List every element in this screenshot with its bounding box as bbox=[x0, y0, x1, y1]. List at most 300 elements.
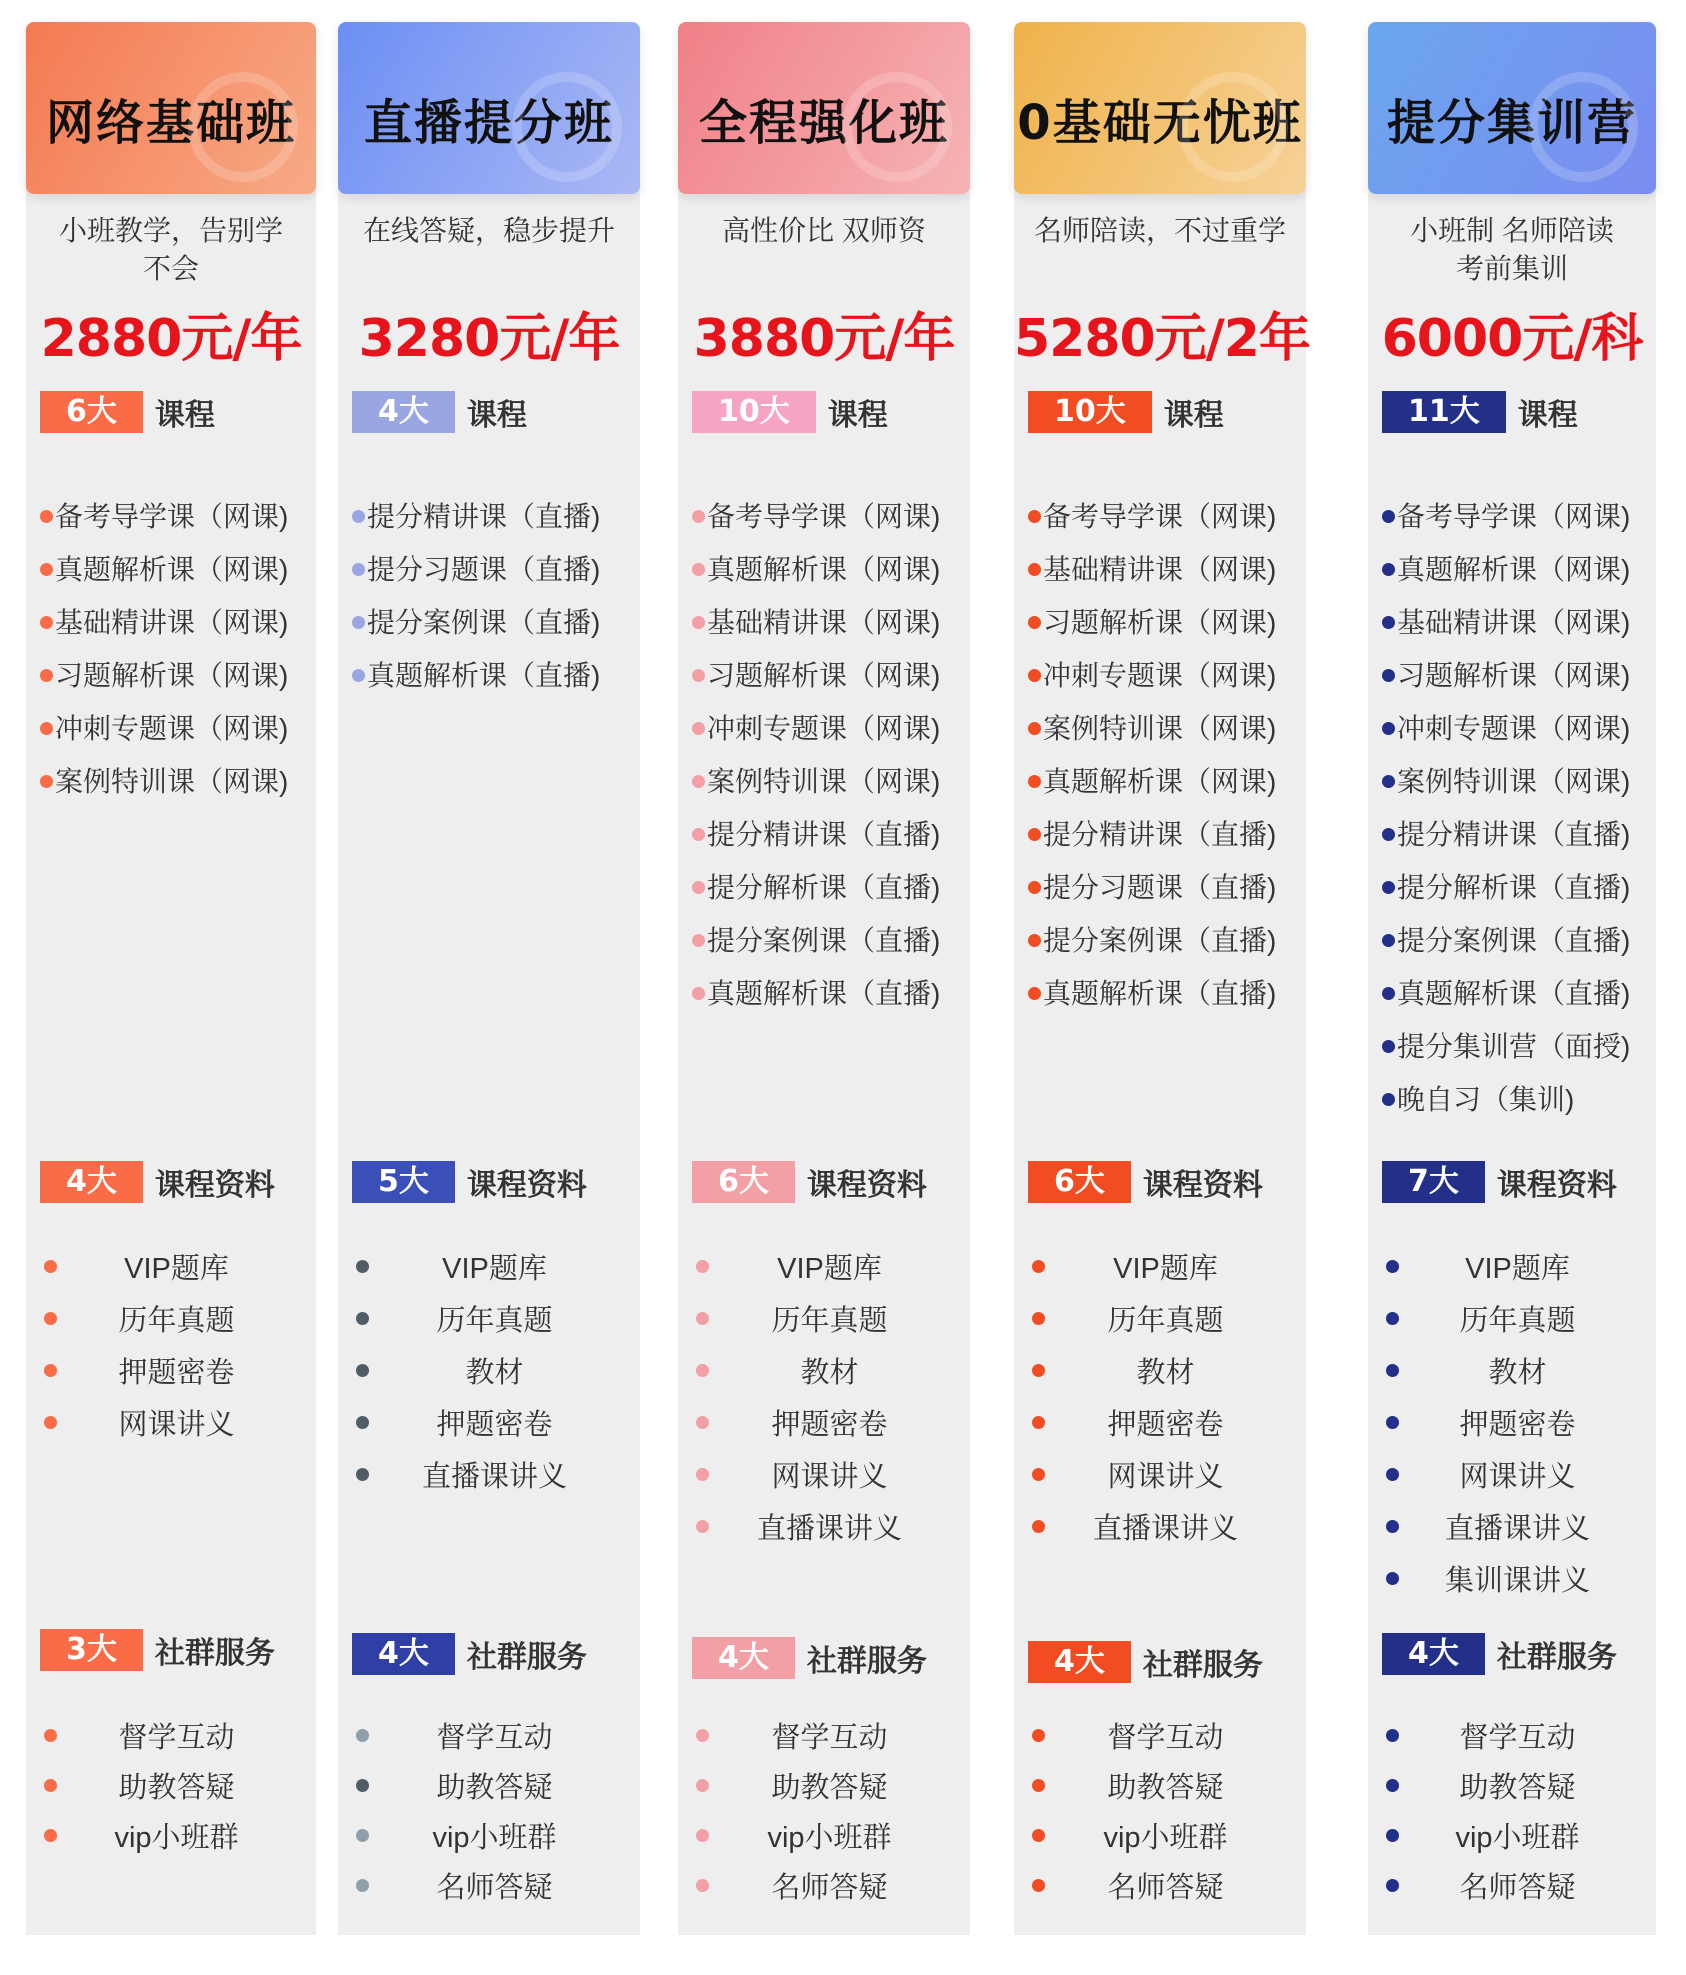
materials-item bbox=[1386, 1448, 1656, 1500]
materials-count-badge: 7大 bbox=[1382, 1161, 1485, 1203]
plan-tagline: 高性价比 双师资 bbox=[722, 215, 926, 246]
courses-item bbox=[1028, 702, 1306, 755]
courses-item bbox=[40, 596, 316, 649]
plan-card bbox=[26, 0, 316, 1975]
courses-item-label: 案例特训课（网课) bbox=[1397, 766, 1631, 797]
bullet-dot-icon bbox=[356, 1364, 369, 1377]
bullet-dot-icon bbox=[356, 1260, 369, 1273]
bullet-dot-icon bbox=[1028, 987, 1041, 1000]
courses-item bbox=[1028, 861, 1306, 914]
bullet-dot-icon bbox=[356, 1312, 369, 1325]
courses-item bbox=[1028, 596, 1306, 649]
courses-item-label: 提分精讲课（直播) bbox=[707, 819, 941, 850]
bullet-dot-icon bbox=[1382, 775, 1395, 788]
plan-header bbox=[1368, 22, 1656, 194]
services-count-badge: 4大 bbox=[1028, 1641, 1131, 1683]
materials-item-label: 历年真题 bbox=[1459, 1304, 1576, 1337]
services-list bbox=[356, 1710, 640, 1910]
materials-item bbox=[1032, 1344, 1306, 1396]
courses-section-header bbox=[1028, 390, 1224, 436]
materials-item bbox=[1032, 1292, 1306, 1344]
courses-item bbox=[40, 755, 316, 808]
materials-item bbox=[1032, 1396, 1306, 1448]
materials-section-header bbox=[692, 1160, 927, 1206]
materials-item-label: 直播课讲义 bbox=[1444, 1512, 1590, 1545]
courses-count-badge: 11大 bbox=[1382, 391, 1506, 433]
materials-item bbox=[356, 1240, 640, 1292]
services-item-label: vip小班群 bbox=[1103, 1821, 1228, 1854]
courses-item bbox=[1382, 967, 1656, 1020]
plan-card bbox=[338, 0, 640, 1975]
courses-item bbox=[692, 967, 970, 1020]
bullet-dot-icon bbox=[356, 1468, 369, 1481]
bullet-dot-icon bbox=[692, 669, 705, 682]
bullet-dot-icon bbox=[692, 775, 705, 788]
materials-item-label: 直播课讲义 bbox=[756, 1512, 902, 1545]
courses-count-badge: 6大 bbox=[40, 391, 143, 433]
courses-item bbox=[1382, 755, 1656, 808]
bullet-dot-icon bbox=[1032, 1312, 1045, 1325]
services-item bbox=[356, 1860, 640, 1910]
courses-section-title: 课程 bbox=[1517, 398, 1578, 433]
courses-item-label: 习题解析课（网课) bbox=[1043, 607, 1277, 638]
materials-item bbox=[1386, 1344, 1656, 1396]
courses-item bbox=[352, 543, 640, 596]
materials-list bbox=[44, 1240, 316, 1448]
courses-item-label: 冲刺专题课（网课) bbox=[55, 713, 289, 744]
courses-item-label: 案例特训课（网课) bbox=[1043, 713, 1277, 744]
plan-price: 3280元/年 bbox=[358, 309, 620, 369]
courses-item bbox=[692, 490, 970, 543]
services-item-label: vip小班群 bbox=[767, 1821, 892, 1854]
courses-item bbox=[40, 490, 316, 543]
courses-item bbox=[1028, 808, 1306, 861]
bullet-dot-icon bbox=[1386, 1260, 1399, 1273]
services-item-label: vip小班群 bbox=[114, 1821, 239, 1854]
bullet-dot-icon bbox=[1386, 1779, 1399, 1792]
services-item bbox=[44, 1810, 316, 1860]
materials-item bbox=[356, 1448, 640, 1500]
bullet-dot-icon bbox=[1382, 1093, 1395, 1106]
bullet-dot-icon bbox=[352, 563, 365, 576]
services-item bbox=[356, 1760, 640, 1810]
services-item bbox=[1032, 1710, 1306, 1760]
courses-item-label: 提分案例课（直播) bbox=[1043, 925, 1277, 956]
services-section-header bbox=[1382, 1632, 1617, 1678]
bullet-dot-icon bbox=[1386, 1879, 1399, 1892]
materials-count-badge: 6大 bbox=[692, 1161, 795, 1203]
services-item-label: 督学互动 bbox=[436, 1721, 553, 1754]
materials-section-title: 课程资料 bbox=[466, 1168, 587, 1203]
services-item-label: 名师答疑 bbox=[436, 1871, 553, 1904]
bullet-dot-icon bbox=[1032, 1364, 1045, 1377]
bullet-dot-icon bbox=[1028, 616, 1041, 629]
services-section-header bbox=[40, 1628, 275, 1674]
services-item-label: 名师答疑 bbox=[1107, 1871, 1224, 1904]
bullet-dot-icon bbox=[1386, 1364, 1399, 1377]
courses-section-title: 课程 bbox=[154, 398, 215, 433]
courses-item bbox=[1382, 1020, 1656, 1073]
courses-item bbox=[1382, 702, 1656, 755]
courses-item bbox=[1028, 755, 1306, 808]
materials-section-header bbox=[1382, 1160, 1617, 1206]
bullet-dot-icon bbox=[692, 616, 705, 629]
services-list bbox=[696, 1710, 970, 1910]
bullet-dot-icon bbox=[356, 1416, 369, 1429]
bullet-dot-icon bbox=[1032, 1468, 1045, 1481]
services-list bbox=[44, 1710, 316, 1860]
courses-section-header bbox=[40, 390, 215, 436]
bullet-dot-icon bbox=[352, 669, 365, 682]
courses-item-label: 晚自习（集训) bbox=[1397, 1084, 1575, 1115]
materials-item-label: VIP题库 bbox=[1113, 1252, 1218, 1285]
services-list bbox=[1386, 1710, 1656, 1910]
plan-title: 0基础无忧班 bbox=[1017, 95, 1303, 151]
bullet-dot-icon bbox=[1028, 775, 1041, 788]
services-section-header bbox=[692, 1636, 927, 1682]
plan-header bbox=[1014, 22, 1306, 194]
courses-item bbox=[1028, 490, 1306, 543]
bullet-dot-icon bbox=[696, 1468, 709, 1481]
courses-item-label: 提分习题课（直播) bbox=[367, 554, 601, 585]
materials-item bbox=[1032, 1240, 1306, 1292]
plan-tagline: 小班教学，告别学 不会 bbox=[58, 215, 283, 284]
courses-item bbox=[1382, 596, 1656, 649]
plan-card bbox=[1014, 0, 1310, 1975]
courses-item-label: 备考导学课（网课) bbox=[1043, 501, 1277, 532]
bullet-dot-icon bbox=[1382, 510, 1395, 523]
materials-item-label: 历年真题 bbox=[118, 1304, 235, 1337]
courses-section-title: 课程 bbox=[466, 398, 527, 433]
courses-item-label: 提分精讲课（直播) bbox=[367, 501, 601, 532]
courses-item-label: 提分案例课（直播) bbox=[367, 607, 601, 638]
courses-item-label: 真题解析课（网课) bbox=[707, 554, 941, 585]
materials-item-label: 教材 bbox=[1488, 1356, 1547, 1389]
courses-item-label: 基础精讲课（网课) bbox=[1397, 607, 1631, 638]
bullet-dot-icon bbox=[1382, 828, 1395, 841]
courses-item bbox=[1382, 914, 1656, 967]
materials-item-label: 押题密卷 bbox=[436, 1408, 553, 1441]
materials-item-label: 网课讲义 bbox=[1107, 1460, 1224, 1493]
services-item-label: 助教答疑 bbox=[436, 1771, 553, 1804]
services-item-label: 督学互动 bbox=[771, 1721, 888, 1754]
services-item-label: 助教答疑 bbox=[771, 1771, 888, 1804]
services-item-label: vip小班群 bbox=[1455, 1821, 1580, 1854]
services-item bbox=[696, 1710, 970, 1760]
materials-item bbox=[44, 1396, 316, 1448]
services-item-label: 督学互动 bbox=[118, 1721, 235, 1754]
bullet-dot-icon bbox=[692, 934, 705, 947]
materials-item bbox=[1386, 1552, 1656, 1604]
courses-section-header bbox=[352, 390, 527, 436]
bullet-dot-icon bbox=[692, 563, 705, 576]
bullet-dot-icon bbox=[1032, 1879, 1045, 1892]
courses-item bbox=[1028, 649, 1306, 702]
materials-item-label: 直播课讲义 bbox=[421, 1460, 567, 1493]
courses-item-label: 真题解析课（直播) bbox=[707, 978, 941, 1009]
materials-item bbox=[696, 1292, 970, 1344]
materials-section-header bbox=[40, 1160, 275, 1206]
bullet-dot-icon bbox=[356, 1879, 369, 1892]
materials-section-title: 课程资料 bbox=[1142, 1168, 1263, 1203]
courses-section-title: 课程 bbox=[1163, 398, 1224, 433]
plan-header bbox=[338, 22, 640, 194]
courses-count-badge: 10大 bbox=[1028, 391, 1152, 433]
materials-item-label: 教材 bbox=[800, 1356, 859, 1389]
materials-item-label: 网课讲义 bbox=[118, 1408, 235, 1441]
plan-price: 5280元/2年 bbox=[1014, 309, 1310, 369]
services-count-badge: 4大 bbox=[1382, 1633, 1485, 1675]
courses-item-label: 备考导学课（网课) bbox=[55, 501, 289, 532]
bullet-dot-icon bbox=[696, 1829, 709, 1842]
bullet-dot-icon bbox=[692, 987, 705, 1000]
courses-count-badge: 10大 bbox=[692, 391, 816, 433]
bullet-dot-icon bbox=[696, 1729, 709, 1742]
bullet-dot-icon bbox=[692, 510, 705, 523]
bullet-dot-icon bbox=[1028, 510, 1041, 523]
materials-count-badge: 5大 bbox=[352, 1161, 455, 1203]
materials-list bbox=[696, 1240, 970, 1552]
services-item bbox=[696, 1860, 970, 1910]
bullet-dot-icon bbox=[696, 1312, 709, 1325]
materials-item-label: VIP题库 bbox=[442, 1252, 547, 1285]
courses-item-label: 备考导学课（网课) bbox=[707, 501, 941, 532]
courses-item-label: 提分解析课（直播) bbox=[707, 872, 941, 903]
services-item-label: 助教答疑 bbox=[118, 1771, 235, 1804]
bullet-dot-icon bbox=[352, 616, 365, 629]
plan-header bbox=[678, 22, 970, 194]
services-count-badge: 4大 bbox=[352, 1633, 455, 1675]
courses-item-label: 习题解析课（网课) bbox=[55, 660, 289, 691]
bullet-dot-icon bbox=[696, 1879, 709, 1892]
courses-item bbox=[40, 649, 316, 702]
courses-item bbox=[692, 702, 970, 755]
courses-item bbox=[1382, 1073, 1656, 1126]
courses-item-label: 提分案例课（直播) bbox=[707, 925, 941, 956]
materials-list bbox=[1386, 1240, 1656, 1604]
bullet-dot-icon bbox=[692, 881, 705, 894]
plan-card bbox=[678, 0, 970, 1975]
courses-item bbox=[692, 543, 970, 596]
bullet-dot-icon bbox=[1382, 563, 1395, 576]
services-section-title: 社群服务 bbox=[1142, 1648, 1263, 1683]
services-section-title: 社群服务 bbox=[1496, 1640, 1617, 1675]
courses-item-label: 冲刺专题课（网课) bbox=[707, 713, 941, 744]
materials-item bbox=[356, 1344, 640, 1396]
courses-list bbox=[692, 490, 970, 1020]
bullet-dot-icon bbox=[1028, 934, 1041, 947]
materials-item-label: 押题密卷 bbox=[771, 1408, 888, 1441]
materials-list bbox=[1032, 1240, 1306, 1552]
bullet-dot-icon bbox=[44, 1779, 57, 1792]
plan-tagline: 小班制 名师陪读 考前集训 bbox=[1410, 215, 1614, 284]
bullet-dot-icon bbox=[356, 1779, 369, 1792]
bullet-dot-icon bbox=[1028, 722, 1041, 735]
courses-item-label: 提分案例课（直播) bbox=[1397, 925, 1631, 956]
materials-item bbox=[1032, 1500, 1306, 1552]
bullet-dot-icon bbox=[40, 563, 53, 576]
plan-price: 6000元/科 bbox=[1381, 309, 1643, 369]
plan-title: 全程强化班 bbox=[698, 95, 949, 151]
courses-item-label: 案例特训课（网课) bbox=[707, 766, 941, 797]
courses-item-label: 习题解析课（网课) bbox=[1397, 660, 1631, 691]
bullet-dot-icon bbox=[1032, 1520, 1045, 1533]
courses-list bbox=[352, 490, 640, 702]
courses-item-label: 基础精讲课（网课) bbox=[1043, 554, 1277, 585]
courses-item-label: 提分精讲课（直播) bbox=[1043, 819, 1277, 850]
plan-title: 直播提分班 bbox=[363, 95, 614, 151]
services-item-label: 名师答疑 bbox=[771, 1871, 888, 1904]
services-section-header bbox=[352, 1632, 587, 1678]
materials-item-label: VIP题库 bbox=[124, 1252, 229, 1285]
services-item bbox=[44, 1760, 316, 1810]
materials-item bbox=[696, 1500, 970, 1552]
plan-price: 3880元/年 bbox=[693, 309, 955, 369]
courses-item-label: 基础精讲课（网课) bbox=[707, 607, 941, 638]
services-item bbox=[696, 1810, 970, 1860]
courses-item-label: 提分精讲课（直播) bbox=[1397, 819, 1631, 850]
courses-item-label: 真题解析课（直播) bbox=[1397, 978, 1631, 1009]
bullet-dot-icon bbox=[692, 722, 705, 735]
bullet-dot-icon bbox=[692, 828, 705, 841]
courses-item bbox=[352, 649, 640, 702]
bullet-dot-icon bbox=[1032, 1260, 1045, 1273]
courses-item-label: 基础精讲课（网课) bbox=[55, 607, 289, 638]
bullet-dot-icon bbox=[1028, 563, 1041, 576]
services-item-label: 助教答疑 bbox=[1107, 1771, 1224, 1804]
services-list bbox=[1032, 1710, 1306, 1910]
materials-item-label: 历年真题 bbox=[436, 1304, 553, 1337]
bullet-dot-icon bbox=[1386, 1729, 1399, 1742]
courses-item-label: 备考导学课（网课) bbox=[1397, 501, 1631, 532]
materials-section-title: 课程资料 bbox=[1496, 1168, 1617, 1203]
bullet-dot-icon bbox=[1028, 669, 1041, 682]
bullet-dot-icon bbox=[356, 1829, 369, 1842]
bullet-dot-icon bbox=[40, 722, 53, 735]
materials-item-label: 历年真题 bbox=[1107, 1304, 1224, 1337]
materials-item-label: 集训课讲义 bbox=[1444, 1564, 1590, 1597]
services-item bbox=[1386, 1760, 1656, 1810]
bullet-dot-icon bbox=[1028, 828, 1041, 841]
materials-item bbox=[696, 1396, 970, 1448]
courses-count-badge: 4大 bbox=[352, 391, 455, 433]
courses-item-label: 真题解析课（直播) bbox=[1043, 978, 1277, 1009]
bullet-dot-icon bbox=[1032, 1829, 1045, 1842]
bullet-dot-icon bbox=[696, 1364, 709, 1377]
courses-item-label: 真题解析课（直播) bbox=[367, 660, 601, 691]
materials-item-label: VIP题库 bbox=[777, 1252, 882, 1285]
bullet-dot-icon bbox=[1386, 1829, 1399, 1842]
plan-header bbox=[26, 22, 316, 194]
services-section-title: 社群服务 bbox=[154, 1636, 275, 1671]
materials-item-label: 押题密卷 bbox=[1459, 1408, 1576, 1441]
courses-item bbox=[1382, 808, 1656, 861]
materials-item bbox=[1386, 1396, 1656, 1448]
materials-item bbox=[1032, 1448, 1306, 1500]
materials-item-label: 教材 bbox=[465, 1356, 524, 1389]
bullet-dot-icon bbox=[696, 1260, 709, 1273]
materials-item bbox=[696, 1240, 970, 1292]
services-item bbox=[1386, 1810, 1656, 1860]
services-item-label: 督学互动 bbox=[1459, 1721, 1576, 1754]
bullet-dot-icon bbox=[1386, 1520, 1399, 1533]
plan-price: 2880元/年 bbox=[40, 309, 302, 369]
bullet-dot-icon bbox=[44, 1364, 57, 1377]
courses-item-label: 冲刺专题课（网课) bbox=[1397, 713, 1631, 744]
materials-item bbox=[696, 1448, 970, 1500]
bullet-dot-icon bbox=[44, 1312, 57, 1325]
services-section-title: 社群服务 bbox=[806, 1644, 927, 1679]
services-item bbox=[356, 1810, 640, 1860]
courses-section-header bbox=[692, 390, 888, 436]
courses-item-label: 真题解析课（网课) bbox=[1397, 554, 1631, 585]
materials-item-label: 历年真题 bbox=[771, 1304, 888, 1337]
plan-card bbox=[1368, 0, 1656, 1975]
courses-item bbox=[692, 808, 970, 861]
courses-item-label: 真题解析课（网课) bbox=[1043, 766, 1277, 797]
bullet-dot-icon bbox=[44, 1829, 57, 1842]
courses-item bbox=[692, 914, 970, 967]
bullet-dot-icon bbox=[1386, 1416, 1399, 1429]
bullet-dot-icon bbox=[1382, 722, 1395, 735]
bullet-dot-icon bbox=[696, 1416, 709, 1429]
bullet-dot-icon bbox=[44, 1260, 57, 1273]
bullet-dot-icon bbox=[1032, 1729, 1045, 1742]
courses-item bbox=[1382, 490, 1656, 543]
bullet-dot-icon bbox=[1386, 1468, 1399, 1481]
materials-item-label: 押题密卷 bbox=[118, 1356, 235, 1389]
bullet-dot-icon bbox=[1032, 1779, 1045, 1792]
materials-item bbox=[356, 1292, 640, 1344]
bullet-dot-icon bbox=[352, 510, 365, 523]
plan-title: 网络基础班 bbox=[45, 95, 296, 151]
materials-section-header bbox=[1028, 1160, 1263, 1206]
services-item-label: 名师答疑 bbox=[1459, 1871, 1576, 1904]
courses-list bbox=[1028, 490, 1306, 1020]
courses-list bbox=[1382, 490, 1656, 1126]
materials-item bbox=[356, 1396, 640, 1448]
plan-tagline: 名师陪读，不过重学 bbox=[1033, 215, 1286, 246]
materials-item-label: 网课讲义 bbox=[1459, 1460, 1576, 1493]
bullet-dot-icon bbox=[1382, 669, 1395, 682]
materials-item-label: 直播课讲义 bbox=[1092, 1512, 1238, 1545]
materials-item bbox=[44, 1240, 316, 1292]
services-item-label: 督学互动 bbox=[1107, 1721, 1224, 1754]
materials-item bbox=[44, 1292, 316, 1344]
materials-item-label: 押题密卷 bbox=[1107, 1408, 1224, 1441]
materials-item bbox=[1386, 1292, 1656, 1344]
bullet-dot-icon bbox=[40, 616, 53, 629]
courses-item bbox=[692, 755, 970, 808]
services-item bbox=[44, 1710, 316, 1760]
courses-item bbox=[1028, 543, 1306, 596]
courses-item bbox=[1028, 967, 1306, 1020]
bullet-dot-icon bbox=[44, 1729, 57, 1742]
services-item bbox=[696, 1760, 970, 1810]
courses-item-label: 提分解析课（直播) bbox=[1397, 872, 1631, 903]
services-item bbox=[1386, 1860, 1656, 1910]
courses-item bbox=[352, 596, 640, 649]
bullet-dot-icon bbox=[40, 510, 53, 523]
courses-item bbox=[692, 649, 970, 702]
bullet-dot-icon bbox=[1028, 881, 1041, 894]
courses-item bbox=[1382, 861, 1656, 914]
courses-item bbox=[1382, 543, 1656, 596]
bullet-dot-icon bbox=[696, 1520, 709, 1533]
materials-section-title: 课程资料 bbox=[154, 1168, 275, 1203]
courses-item bbox=[692, 861, 970, 914]
services-section-title: 社群服务 bbox=[466, 1640, 587, 1675]
